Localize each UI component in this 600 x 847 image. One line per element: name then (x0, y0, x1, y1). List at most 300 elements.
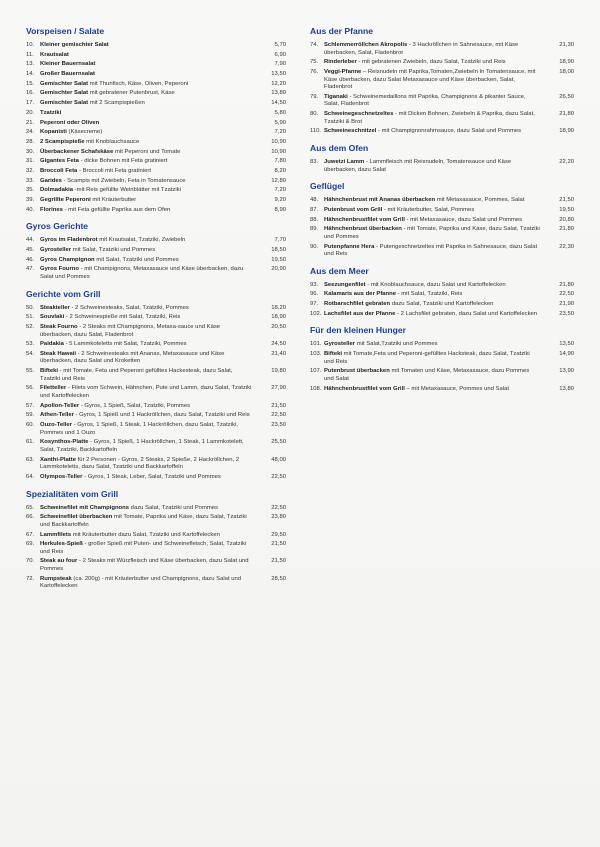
item-number: 24. (26, 129, 35, 136)
menu-column-right (310, 24, 574, 400)
item-description: - mit gebratenen Zwiebeln, dazu Salat, Tzatziki und Reis (358, 59, 506, 66)
item-number: 74. (310, 42, 319, 48)
item-description: mit Thunfisch, Käse, Oliven, Peperoni (89, 80, 189, 87)
item-name: Garides (40, 177, 62, 184)
item-number: 30. (26, 148, 35, 155)
item-name: Lammfilets (40, 531, 72, 538)
item-name: Florines (40, 206, 63, 213)
item-name: Herkules-Spieß (40, 541, 83, 548)
item-name: Rinderleber (324, 59, 357, 66)
menu-item (310, 351, 574, 366)
item-number: 17. (26, 100, 35, 107)
item-name: Hähnchenbrust mit Ananas überbacken (324, 197, 436, 204)
menu-item (26, 90, 286, 98)
item-number: 14. (26, 71, 35, 78)
item-price: 21,50 (271, 558, 286, 565)
item-price: 21,80 (559, 226, 574, 233)
item-name: Putenbrust überbacken (324, 368, 390, 375)
menu-item (26, 457, 286, 472)
item-description: - Gyros, 1 Spieß, 1 Hackröllchen, 1 Steak, 1 Lammkotelett, Salat, Tzatziki, Backkartoffeln (40, 439, 244, 453)
menu-item (26, 187, 286, 195)
item-name: Tiganaki (324, 93, 348, 100)
item-name: Seezungenfilet (324, 281, 366, 288)
item-description: - mit Knoblauchsauce, dazu Salat und Kartoffelecken (367, 281, 506, 288)
item-name: Gemischter Salat (40, 100, 89, 107)
item-number: 10. (26, 42, 35, 48)
item-price: 23,50 (559, 310, 574, 317)
section-title: Spezialitäten vom Grill (26, 488, 119, 499)
menu-section-aus-dem-meer (310, 266, 574, 319)
item-description: - 2 Schweinesteaks mit Ananas, Metaxasauce und Käse überbacken, dazu Salat und Kroketten (40, 350, 225, 365)
item-price: 18,90 (559, 59, 574, 66)
menu-item (26, 558, 286, 573)
menu-item (26, 237, 286, 245)
item-price: 22,20 (559, 159, 574, 165)
item-number: 110. (310, 128, 322, 135)
item-price: 9,20 (274, 197, 286, 203)
item-description: mit Krautsalat, Tzatziki, Zwiebeln (99, 237, 186, 244)
item-price: 19,50 (559, 206, 574, 213)
item-price: 48,00 (271, 456, 286, 463)
item-price: 10,90 (271, 148, 286, 155)
menu-section-aus-dem-ofen (310, 143, 574, 174)
menu-item (26, 110, 286, 118)
item-number: 66. (26, 514, 35, 521)
item-description: - Gyros, 1 Steak, Leber, Salat, Tzatziki und Pommes (84, 473, 221, 480)
item-price: 21,50 (271, 541, 286, 548)
menu-item (26, 341, 286, 349)
item-description: - Scampis mit Zwiebeln, Feta in Tomatensauce (63, 177, 186, 184)
item-description: mit Salat,Tzatziki und Pommes (356, 341, 438, 348)
item-number: 67. (26, 531, 35, 538)
item-number: 63. (26, 456, 35, 463)
menu-item (310, 69, 574, 92)
item-number: 90. (310, 243, 319, 250)
item-description: - 2 Schweinespieße mit Salat, Tzatziki, Reis (65, 314, 181, 321)
item-number: 33. (26, 177, 35, 184)
section-title: Aus der Pfanne (310, 26, 374, 36)
item-name: Bifteki (324, 351, 343, 358)
menu-item (310, 217, 574, 225)
item-description: - mit Kräuterbutter, Salat, Pommes (383, 206, 475, 213)
item-number: 44. (26, 237, 35, 244)
item-price: 7,70 (274, 237, 286, 244)
item-description: - mit Tomate, Paprika und Käse, dazu Salat, Tzatziki und Pommes (324, 226, 540, 240)
item-name: Kosynthos-Platte (40, 439, 89, 446)
item-description: - 5 Lammkoteletts mit Salat, Tzatziki, Pommes (65, 341, 187, 348)
item-name: Kleiner gemischter Salat (40, 42, 109, 48)
item-number: 83. (310, 159, 319, 165)
item-number: 35. (26, 187, 35, 194)
menu-item (26, 149, 286, 157)
item-price: 12,80 (271, 177, 286, 184)
item-number: 61. (26, 439, 35, 446)
item-price: 20,50 (271, 323, 286, 330)
item-name: Rumpsteak (40, 575, 72, 582)
item-number: 76. (310, 68, 319, 75)
menu-item (26, 129, 286, 137)
item-number: 88. (310, 216, 319, 223)
item-name: Gegrillte Peperoni (40, 197, 91, 203)
item-price: 12,20 (271, 80, 286, 87)
item-name: Ouzo-Teller (40, 422, 72, 429)
menu-item (26, 403, 286, 411)
item-name: Schweinefilet überbacken (40, 514, 113, 521)
item-number: 50. (26, 304, 35, 311)
menu-item (26, 351, 286, 366)
item-description: mit Knoblauchsauce (86, 138, 140, 145)
item-price: 7,20 (274, 187, 286, 194)
item-price: 26,50 (559, 93, 574, 100)
menu-section-fuer-den-kleinen-hunger (310, 325, 574, 393)
item-number: 102. (310, 310, 322, 317)
item-description: - Broccoli mit Feta gratiniert (78, 167, 151, 174)
section-title: Geflügel (310, 181, 345, 192)
item-price: 25,50 (271, 439, 286, 446)
section-title: Vorspeisen / Salate (26, 26, 105, 36)
item-description: - Lammfleisch mit Reisnudeln, Tomatensauce und Käse überbacken, dazu Salat (324, 159, 512, 173)
item-number: 46. (26, 256, 35, 263)
item-description: - mit Salat, Tzatziki, Reis (397, 291, 463, 298)
menu-item (310, 111, 574, 126)
item-description: (Käsecreme) (68, 129, 103, 136)
item-price: 8,20 (274, 167, 286, 174)
item-price: 5,70 (274, 42, 286, 48)
item-price: 5,80 (274, 109, 286, 116)
item-number: 32. (26, 167, 35, 174)
menu-item (26, 247, 286, 255)
item-number: 89. (310, 226, 319, 233)
menu-item (26, 168, 286, 176)
item-description: - dicke Bohnen mit Feta gratiniert (80, 158, 168, 165)
menu-item (310, 386, 574, 394)
section-title: Aus dem Meer (310, 265, 369, 276)
menu-section-spezialitaeten-vom-grill (26, 489, 286, 591)
section-title: Gyros Gerichte (26, 221, 89, 232)
item-number: 47. (26, 266, 35, 273)
item-name: Athen-Teller (40, 412, 74, 419)
item-name: Schweineschnitzel (324, 128, 377, 135)
item-price: 21,30 (559, 42, 574, 48)
item-number: 75. (310, 59, 319, 66)
menu-item (26, 257, 286, 265)
item-number: 96. (310, 291, 319, 298)
menu-section-gyros-gerichte (26, 221, 286, 281)
item-number: 40. (26, 206, 35, 213)
item-price: 5,90 (274, 119, 286, 126)
menu-item (26, 266, 286, 281)
menu-section-aus-der-pfanne (310, 26, 574, 136)
item-price: 7,90 (274, 61, 286, 68)
item-price: 21,50 (271, 402, 286, 409)
menu-item (26, 314, 286, 322)
item-number: 93. (310, 281, 319, 288)
item-number: 101. (310, 341, 322, 348)
menu-item (26, 158, 286, 166)
item-number: 79. (310, 93, 319, 100)
item-name: Filetteller (40, 385, 67, 392)
menu-item (26, 505, 286, 513)
item-price: 22,50 (271, 473, 286, 480)
item-name: Bifteki (40, 368, 59, 375)
menu-item (26, 324, 286, 339)
item-price: 22,30 (559, 243, 574, 250)
menu-item (26, 422, 286, 437)
item-number: 54. (26, 350, 35, 357)
item-description: mit Kräuterbutter (92, 197, 137, 203)
menu-item (26, 541, 286, 556)
item-name: Apollon-Teller (40, 402, 80, 409)
item-price: 29,50 (271, 531, 286, 538)
menu-item (26, 52, 286, 60)
item-price: 19,50 (271, 256, 286, 263)
menu-item (26, 139, 286, 147)
item-price: 22,50 (559, 291, 574, 298)
item-description: - 2 Steaks mit Champignons, Metaxa-sauce und Käse überbacken, dazu Salat, Fladenbrot (40, 323, 221, 338)
item-name: Gigantes Feta (40, 158, 79, 165)
item-number: 51. (26, 314, 35, 321)
item-price: 18,20 (271, 304, 286, 311)
item-description: - mit Champignons, Metaxasauce und Käse überbacken, dazu Salat und Pommes (40, 266, 244, 280)
item-number: 65. (26, 504, 35, 511)
menu-item (310, 368, 574, 383)
item-number: 48. (310, 197, 319, 204)
item-name: Schlemmerröllchen Akropolis (324, 42, 408, 48)
item-number: 70. (26, 558, 35, 565)
item-number: 53. (26, 341, 35, 348)
item-price: 21,80 (559, 111, 574, 118)
item-price: 13,50 (559, 341, 574, 348)
item-price: 21,50 (559, 197, 574, 204)
item-number: 57. (26, 402, 35, 409)
item-description: - Gyros, 1 Spieß und 1 Hackröllchen, dazu Salat, Tzatziki und Reis (75, 412, 250, 419)
item-name: Steakteller (40, 304, 70, 311)
item-name: Kalamaris aus der Pfanne (324, 291, 397, 298)
item-number: 45. (26, 246, 35, 253)
item-name: Tzatziki (40, 109, 62, 116)
item-price: 13,80 (271, 90, 286, 97)
item-price: 13,80 (559, 385, 574, 392)
menu-item (310, 301, 574, 309)
section-title: Für den kleinen Hunger (310, 325, 406, 336)
menu-item (26, 532, 286, 540)
item-price: 23,50 (271, 422, 286, 429)
item-number: 103. (310, 351, 322, 358)
item-description: mit Metaxasauce, Pommes, Salat (436, 197, 525, 204)
menu-item (310, 226, 574, 241)
item-number: 59. (26, 412, 35, 419)
section-title: Aus dem Ofen (310, 143, 369, 153)
item-name: Hähnchenbrust überbacken (324, 226, 402, 233)
item-price: 18,90 (559, 128, 574, 135)
menu-item (26, 81, 286, 89)
item-price: 6,90 (274, 51, 286, 58)
item-description: - 2 Steaks mit Würzfleisch und Käse überbacken, dazu Salat und Pommes (40, 558, 249, 573)
item-description: - Gyros, 1 Spieß, Salat, Tzatziki, Pommes (80, 402, 191, 409)
menu-column-left (26, 24, 286, 598)
item-number: 69. (26, 541, 35, 548)
item-description: - Schweinemedaillons mit Paprika, Champignons & pikanter Sauce, Salat, Fladenbrot (324, 93, 526, 108)
menu-item (310, 94, 574, 109)
menu-item (310, 244, 574, 259)
item-price: 27,90 (271, 385, 286, 392)
item-description: - mit Metaxasauce, dazu Salat und Pommes (406, 216, 523, 223)
item-price: 20,90 (271, 266, 286, 273)
item-description: mit Peperoni und Tomate (115, 148, 181, 155)
menu-item (26, 514, 286, 529)
item-price: 24,50 (271, 341, 286, 348)
item-name: Putenbrust vom Grill (324, 206, 383, 213)
item-name: Schweinefilet mit Champignons (40, 504, 130, 511)
item-price: 21,40 (271, 350, 286, 357)
item-price: 21,80 (559, 281, 574, 288)
menu-item (26, 61, 286, 69)
menu-item (310, 291, 574, 299)
item-description: - mit Tomate, Feta und Peperoni gefülltes Hackesteak, dazu Salat, Tzatziki und Reis (40, 368, 233, 382)
item-description: mit Tomaten und Käse, Metaxasauce, dazu Pommes und Salat (324, 368, 530, 382)
item-number: 13. (26, 61, 35, 68)
item-name: Gyros Fourno (40, 266, 79, 273)
item-description: – mit Metaxasauce, Pommes und Salat (406, 385, 509, 392)
menu-item (310, 341, 574, 349)
item-price: 13,90 (559, 368, 574, 375)
section-title: Gerichte vom Grill (26, 288, 101, 299)
item-price: 7,80 (274, 158, 286, 165)
menu-item (26, 178, 286, 186)
item-price: 8,90 (274, 206, 286, 213)
item-price: 23,80 (271, 514, 286, 521)
item-name: Peperoni oder Oliven (40, 119, 100, 126)
item-description: - mit Champignonrahmsauce, dazu Salat und Pommes (378, 128, 522, 135)
item-description: - großer Spieß mit Puten- und Schweinefleisch, Salat, Tzatziki und Reis (40, 541, 247, 555)
item-description: mit Tomate, Paprika und Käse, dazu Salat, Tzatziki und Backkartoffeln (40, 514, 247, 528)
item-price: 22,50 (271, 504, 286, 511)
menu-section-gerichte-vom-grill (26, 289, 286, 482)
item-description: dazu Salat, Tzatziki und Kartoffelecken (391, 301, 494, 308)
menu-item (310, 42, 574, 57)
menu-item (310, 197, 574, 205)
item-description: - 3 Hackröllchen in Sahnesauce, mit Käse überbacken, Salat, Fladenbrot (324, 42, 519, 56)
item-name: Hähnchenbrustfilet vom Grill (324, 216, 405, 223)
item-price: 7,20 (274, 129, 286, 136)
item-name: Souvlaki (40, 314, 65, 321)
item-description: mit gebratener Putenbrust, Käse (89, 90, 175, 97)
menu-item (26, 412, 286, 420)
menu-item (26, 385, 286, 400)
item-number: 16. (26, 90, 35, 97)
item-description: - 2 Lachsfilet gebraten, dazu Salat und Kartoffelecken (397, 310, 538, 317)
item-price: 22,50 (271, 412, 286, 419)
item-name: Gyrosteller (40, 246, 72, 253)
item-price: 19,80 (271, 368, 286, 375)
menu-item (26, 368, 286, 383)
item-number: 56. (26, 385, 35, 392)
menu-item (26, 120, 286, 128)
menu-item (310, 282, 574, 290)
item-name: Juwetzi Lamm (324, 159, 365, 165)
item-name: Großer Bauernsalat (40, 71, 95, 78)
item-name: Gemischter Salat (40, 90, 89, 97)
item-name: Steak au four (40, 558, 78, 565)
item-name: Schweinegeschnetzeltes (324, 111, 394, 118)
menu-item (26, 100, 286, 108)
item-description: mit Kräuterbutter dazu Salat, Tzatziki und Kartoffelecken (72, 531, 220, 538)
item-name: Rotbarschfilet gebraten (324, 301, 391, 308)
item-name: Xanthi-Platte (40, 456, 77, 463)
item-price: 13,50 (271, 71, 286, 78)
item-description: - mit Dicken Bohnen, Zwiebeln & Paprika, dazu Salat, Tzatziki & Brot (324, 111, 535, 125)
menu-item (310, 207, 574, 215)
item-name: Paidakia (40, 341, 64, 348)
menu-item (310, 159, 574, 174)
item-name: Krautsalat (40, 51, 69, 58)
item-description: mit Salat, Tzatziki und Pommes (72, 246, 156, 253)
menu-item (26, 305, 286, 313)
item-price: 28,50 (271, 575, 286, 582)
item-number: 20. (26, 109, 35, 116)
item-price: 10,90 (271, 138, 286, 145)
item-description: (ca. 200g) - mit Kräuterbutter und Champignons, dazu Salat und Kartoffelecken (40, 575, 242, 590)
item-description: -mit Reis gefüllte Weinblätter mit Tzatziki (74, 187, 181, 194)
menu-item (26, 439, 286, 454)
menu-item (26, 474, 286, 482)
item-number: 15. (26, 80, 35, 87)
item-name: Broccoli Feta (40, 167, 78, 174)
item-number: 64. (26, 473, 35, 480)
item-price: 20,80 (559, 216, 574, 223)
menu-item (26, 197, 286, 205)
item-name: Steak Fourno (40, 323, 78, 330)
item-description: - Filets vom Schwein, Hähnchen, Pute und Lamm, dazu Salat, Tzatziki und Kartoffelecken (40, 385, 252, 400)
item-price: 18,90 (271, 314, 286, 321)
item-description: - Putengeschnetzeltes mit Paprika in Sahnesauce, dazu Salat und Reis (324, 243, 538, 258)
item-description: mit 2 Scampispießen (89, 100, 145, 107)
menu-item (26, 71, 286, 79)
item-description: für 2 Personen - Gyros, 2 Steaks, 2 Spieße, 2 Hackröllchen, 2 Lammkoteletts, dazu Salat, Tzatziki und Backkartoffeln (40, 456, 240, 471)
item-name: Kopanisti (40, 129, 67, 136)
item-number: 31. (26, 158, 35, 165)
item-number: 55. (26, 368, 35, 375)
item-description: mit Salat, Tzatziki und Pommes (96, 256, 179, 263)
item-price: 18,00 (559, 68, 574, 75)
item-name: Hähnchenbrustfilet vom Grill (324, 385, 405, 392)
item-number: 97. (310, 301, 319, 308)
item-description: – Reisnudeln mit Paprika,Tomaten,Zwiebeln In Tomatensauce, mit Käse überbacken, dazu Salat Metaxasauce und Käse überbacken, Salat, Fladenbrot (324, 68, 536, 91)
item-name: Kleiner Bauernsalat (40, 61, 96, 68)
item-description: - 2 Schweinesteaks, Salat, Tzatziki, Pommes (71, 304, 189, 311)
item-name: Gyrosteller (324, 341, 356, 348)
item-number: 72. (26, 575, 35, 582)
item-number: 108. (310, 385, 322, 392)
menu-item (26, 207, 286, 215)
item-name: Putenpfanne Hera (324, 243, 375, 250)
item-name: Lachsfilet aus der Pfanne (324, 310, 396, 317)
item-description: mit Tomate,Feta und Peperoni-gefülltes Hacksteak, dazu Salat, Tzatziki und Reis (324, 351, 530, 365)
item-name: 2 Scampispieße (40, 138, 85, 145)
menu-item (26, 42, 286, 50)
item-number: 52. (26, 323, 35, 330)
item-number: 107. (310, 368, 322, 375)
item-name: Veggi-Pfanne (324, 68, 362, 75)
item-number: 21. (26, 119, 35, 126)
item-price: 18,50 (271, 246, 286, 253)
item-description: - mit Feta gefüllte Paprika aus dem Ofen (64, 206, 171, 213)
menu-item (310, 128, 574, 136)
item-price: 21,90 (559, 301, 574, 308)
item-number: 80. (310, 111, 319, 118)
item-name: Gyros Champignon (40, 256, 95, 263)
menu-item (310, 311, 574, 319)
